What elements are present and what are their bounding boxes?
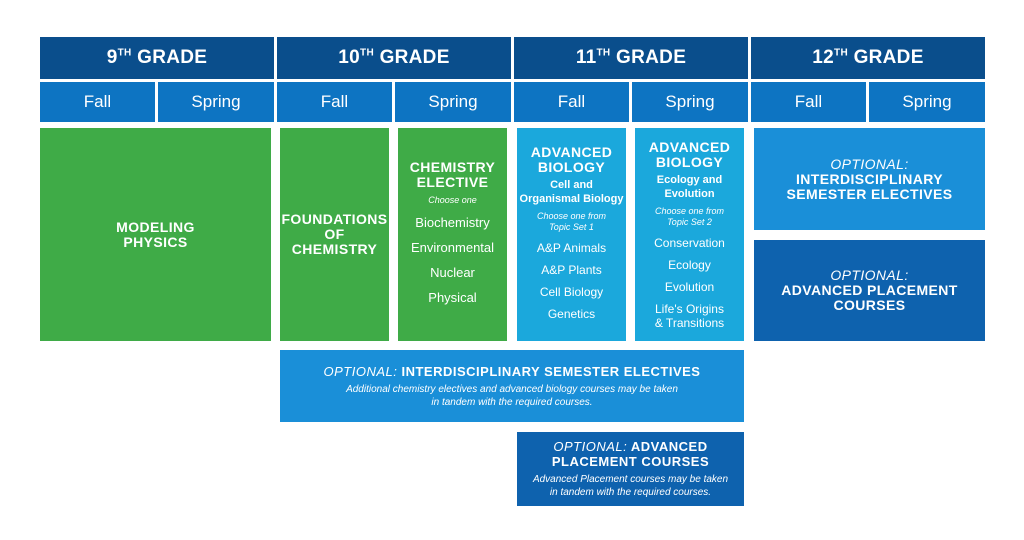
semester-9-spring: Spring <box>158 82 274 122</box>
wide-ap-note-2: in tandem with the required courses. <box>549 487 712 498</box>
wide-electives-note-1: Additional chemistry electives and advanced biology courses may be taken <box>346 383 678 395</box>
adv-bio-2-subtitle-1: Ecology and <box>656 173 723 186</box>
modeling-physics-title-1: MODELING <box>116 218 195 235</box>
grade-number: 9 <box>106 47 118 68</box>
wide-ap-note-1: Advanced Placement courses may be taken <box>532 474 729 485</box>
adv-bio-1-subtitle-1: Cell and <box>550 178 593 191</box>
semester-11-fall: Fall <box>514 82 629 122</box>
semester-12-spring: Spring <box>869 82 985 122</box>
grade-label: GRADE <box>853 47 924 68</box>
semester-10-spring: Spring <box>395 82 511 122</box>
modeling-physics-title-2: PHYSICS <box>123 233 188 250</box>
wide-ap-optional: OPTIONAL: <box>553 439 628 454</box>
grade-number: 11 <box>575 47 597 68</box>
wide-electives-heading <box>324 364 701 379</box>
adv-bio-1-item: A&P Plants <box>541 262 602 277</box>
adv-bio-1-title-2: BIOLOGY <box>537 158 606 175</box>
wide-ap-box <box>517 432 744 506</box>
adv-bio-2-item: Conservation <box>654 235 725 250</box>
advanced-biology-2-box <box>635 128 744 341</box>
grade-11-header <box>514 37 748 79</box>
adv-bio-1-item: Genetics <box>547 306 596 321</box>
grade-12-ap-title-1: ADVANCED PLACEMENT <box>781 282 958 298</box>
grade-suffix: TH <box>596 47 611 59</box>
grade-number: 12 <box>812 47 835 68</box>
adv-bio-1-title-1: ADVANCED <box>530 143 613 160</box>
adv-bio-1-choose-2: Topic Set 1 <box>549 221 594 232</box>
grade-12-electives-title-2: SEMESTER ELECTIVES <box>786 185 953 202</box>
wide-electives-optional: OPTIONAL: <box>323 363 398 379</box>
grade-12-ap-box <box>754 240 985 341</box>
foundations-of-chemistry-box <box>280 128 389 341</box>
grade-12-header <box>751 37 985 79</box>
semester-9-fall: Fall <box>40 82 155 122</box>
adv-bio-2-title-2: BIOLOGY <box>655 153 724 170</box>
wide-ap-title-2: PLACEMENT COURSES <box>551 454 710 469</box>
grade-number: 10 <box>338 47 361 68</box>
adv-bio-2-choose-1: Choose one from <box>654 205 725 216</box>
adv-bio-2-item: Ecology <box>668 257 711 272</box>
grade-12-ap-title-2: COURSES <box>833 297 906 313</box>
grade-suffix: TH <box>117 47 132 59</box>
foundations-title-1: FOUNDATIONS <box>281 211 388 227</box>
grade-12-electives-title-1: INTERDISCIPLINARY <box>795 170 944 187</box>
chemistry-elective-box <box>398 128 507 341</box>
adv-bio-2-item: Life's Origins <box>655 301 724 316</box>
grade-label: GRADE <box>137 47 208 68</box>
adv-bio-1-choose-1: Choose one from <box>536 210 607 221</box>
adv-bio-2-item: & Transitions <box>654 315 725 330</box>
chem-elective-item: Environmental <box>410 239 495 255</box>
wide-ap-heading-1 <box>553 439 707 454</box>
foundations-title-3: CHEMISTRY <box>291 241 378 257</box>
semester-12-fall: Fall <box>751 82 866 122</box>
grade-12-ap-optional: OPTIONAL: <box>830 267 909 283</box>
foundations-title-2: OF <box>324 226 345 242</box>
grade-label: GRADE <box>379 47 450 68</box>
grade-label: GRADE <box>616 47 687 68</box>
grade-10-header <box>277 37 511 79</box>
modeling-physics-box <box>40 128 271 341</box>
adv-bio-1-item: Cell Biology <box>539 284 604 299</box>
grade-12-electives-box <box>754 128 985 230</box>
grade-12-electives-optional: OPTIONAL: <box>830 155 909 172</box>
chem-elective-title-1: CHEMISTRY <box>409 158 496 175</box>
wide-ap-title-1: ADVANCED <box>630 439 708 454</box>
adv-bio-2-subtitle-2: Evolution <box>664 187 715 200</box>
grade-suffix: TH <box>834 47 848 59</box>
advanced-biology-1-box <box>517 128 626 341</box>
adv-bio-1-item: A&P Animals <box>536 240 607 255</box>
adv-bio-2-subtitle <box>657 173 722 201</box>
grade-suffix: TH <box>360 47 374 59</box>
grade-9-header <box>40 37 274 79</box>
adv-bio-1-subtitle-2: Organismal Biology <box>519 192 624 205</box>
wide-electives-note <box>346 383 678 409</box>
wide-electives-title: INTERDISCIPLINARY SEMESTER ELECTIVES <box>401 363 701 379</box>
chem-elective-item: Physical <box>428 289 477 305</box>
adv-bio-1-subtitle <box>520 178 624 206</box>
adv-bio-2-item: Evolution <box>664 279 715 294</box>
semester-10-fall: Fall <box>277 82 392 122</box>
adv-bio-1-choose <box>537 211 606 233</box>
chem-elective-choose: Choose one <box>428 194 477 205</box>
semester-11-spring: Spring <box>632 82 748 122</box>
wide-electives-note-2: in tandem with the required courses. <box>431 396 593 408</box>
adv-bio-2-title-1: ADVANCED <box>648 138 731 155</box>
chem-elective-item: Biochemistry <box>415 214 490 230</box>
wide-ap-note <box>533 473 728 499</box>
chem-elective-title-2: ELECTIVE <box>416 173 489 190</box>
adv-bio-2-choose-2: Topic Set 2 <box>667 216 712 227</box>
wide-electives-box <box>280 350 744 422</box>
chem-elective-item: Nuclear <box>430 264 475 280</box>
adv-bio-2-choose <box>655 206 724 228</box>
